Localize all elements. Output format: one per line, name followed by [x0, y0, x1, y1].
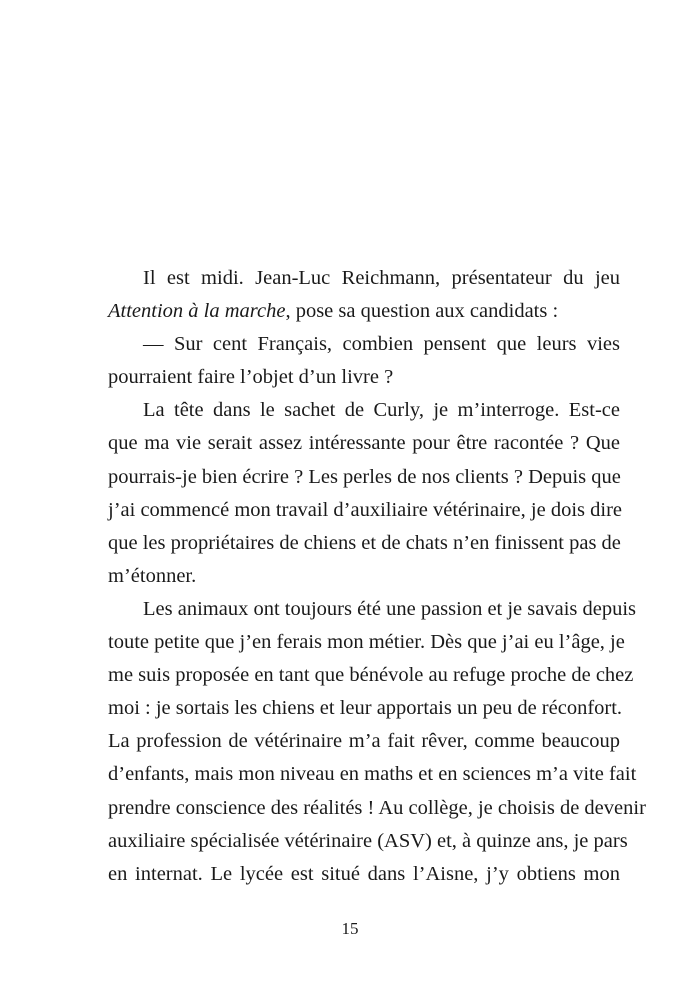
text-run: La profession de vétérinaire m’a fait rêver, comme beaucoup [108, 730, 620, 753]
text-line [108, 328, 620, 361]
text-line [108, 626, 625, 659]
text-run: Les animaux ont toujours été une passion et je savais depuis [143, 597, 637, 620]
text-line [108, 825, 628, 858]
text-run: m’étonner. [108, 564, 197, 587]
text-run: d’enfants, mais mon niveau en maths et en sciences m’a vite fait [108, 763, 637, 786]
text-line [108, 725, 620, 758]
paragraph [108, 262, 620, 328]
text-run: , pose sa question aux candidats : [285, 300, 559, 323]
paragraph [108, 394, 620, 593]
text-line [108, 858, 620, 891]
text-run: en internat. Le lycée est situé dans l’Aisne, j’y obtiens mon [108, 862, 620, 885]
text-line [108, 394, 620, 427]
text-line [108, 494, 620, 527]
paragraph [108, 328, 620, 394]
text-line [108, 593, 637, 626]
text-line [108, 361, 620, 394]
text-run: pourraient faire l’objet d’un livre ? [108, 366, 394, 389]
text-run: pourrais-je bien écrire ? Les perles de nos clients ? Depuis que [108, 465, 621, 488]
text-run: — Sur cent Français, combien pensent que leurs vies [143, 333, 620, 356]
paragraph [108, 593, 646, 891]
text-line [108, 659, 634, 692]
text-run: prendre conscience des réalités ! Au collège, je choisis de devenir [108, 796, 646, 819]
text-run: La tête dans le sachet de Curly, je m’interroge. Est-ce [143, 399, 620, 422]
text-run: Il est midi. Jean-Luc Reichmann, présentateur du jeu [143, 267, 620, 289]
text-run: auxiliaire spécialisée vétérinaire (ASV) et, à quinze ans, je pars [108, 829, 628, 852]
text-run: moi : je sortais les chiens et leur apportais un peu de réconfort. [108, 697, 623, 720]
text-line [108, 560, 620, 593]
text-line [108, 262, 620, 295]
text-line [108, 692, 623, 725]
page-number: 15 [341, 919, 359, 938]
text-line [108, 758, 637, 791]
text-line [108, 427, 620, 460]
text-run: que ma vie serait assez intéressante pour être racontée ? Que [108, 432, 620, 455]
text-line [108, 792, 646, 825]
text-run: toute petite que j’en ferais mon métier. Dès que j’ai eu l’âge, je [108, 631, 625, 654]
text-line [108, 295, 620, 328]
text-line [108, 461, 620, 494]
text-run: me suis proposée en tant que bénévole au refuge proche de chez [108, 664, 634, 687]
body-text [108, 262, 646, 891]
text-run: j’ai commencé mon travail d’auxiliaire vétérinaire, je dois dire [108, 498, 622, 521]
text-run: que les propriétaires de chiens et de chats n’en finissent pas de [108, 531, 621, 554]
text-line [108, 527, 620, 560]
italic-title: Attention à la marche [108, 300, 286, 323]
